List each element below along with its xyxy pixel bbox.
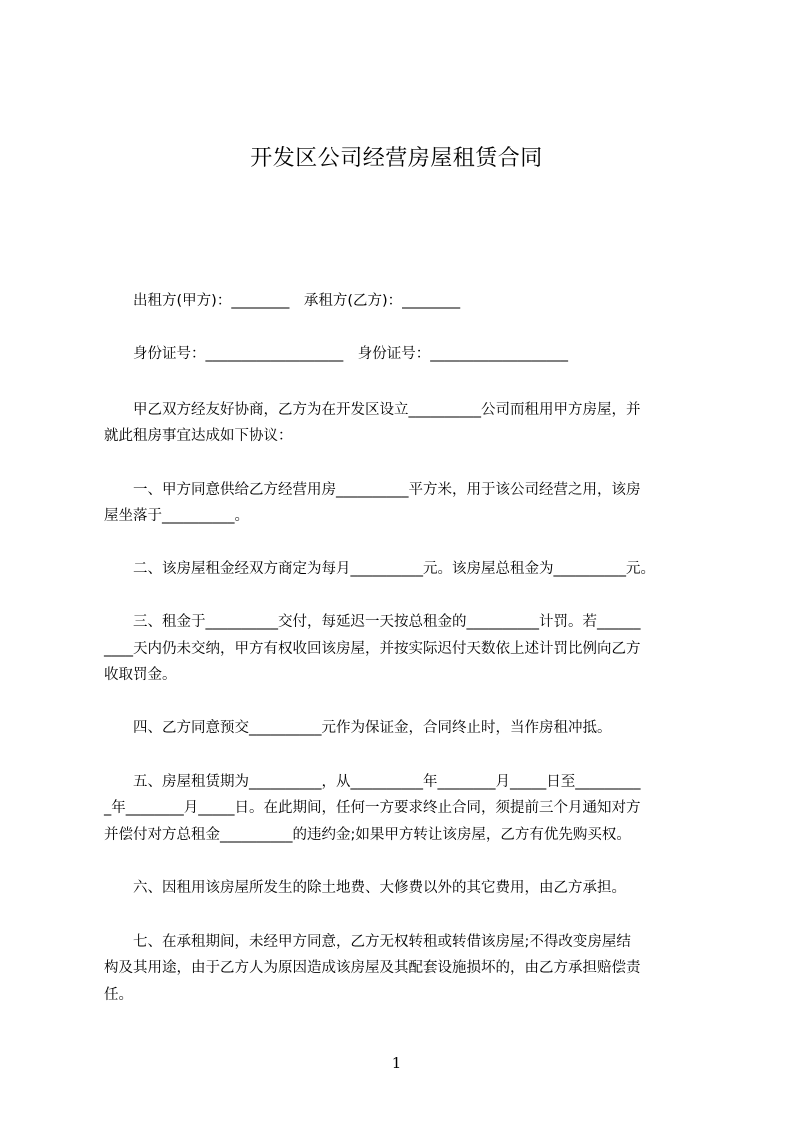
clause-4-line-1: 四、乙方同意预交__________元作为保证金，合同终止时，当作房租冲抵。 — [104, 720, 612, 736]
clause-1-line-1: 一、甲方同意供给乙方经营用房__________平方米，用于该公司经营之用，该房 — [104, 482, 641, 498]
id-numbers-line: 身份证号：___________________ 身份证号：___________________ — [104, 346, 568, 362]
clause-3-line-1: 三、租金于__________交付，每延迟一天按总租金的__________计罚。若______ — [104, 614, 641, 630]
clause-6-line-1: 六、因租用该房屋所发生的除土地费、大修费以外的其它费用，由乙方承担。 — [104, 880, 626, 896]
preamble-line-1: 甲乙双方经友好协商，乙方为在开发区设立__________公司而租用甲方房屋，并 — [104, 402, 641, 418]
clause-3-line-3: 收取罚金。 — [104, 667, 177, 683]
clause-1-line-2: 屋坐落于__________。 — [104, 508, 249, 524]
preamble-line-2: 就此租房事宜达成如下协议： — [104, 428, 293, 444]
clause-2-line-1: 二、该房屋租金经双方商定为每月__________元。该房屋总租金为__________元。 — [104, 561, 655, 577]
clause-7-line-1: 七、在承租期间，未经甲方同意，乙方无权转租或转借该房屋;不得改变房屋结 — [104, 934, 631, 950]
party-names-line: 出租方(甲方)：________ 承租方(乙方)：________ — [104, 293, 461, 309]
clause-5-line-3: 并偿付对方总租金__________的违约金;如果甲方转让该房屋，乙方有优先购买权。 — [104, 827, 631, 843]
clause-7-line-2: 构及其用途，由于乙方人为原因造成该房屋及其配套设施损坏的，由乙方承担赔偿责 — [104, 960, 641, 976]
page-number: 1 — [391, 1054, 402, 1072]
clause-5-line-2: _年________月_____日。在此期间，任何一方要求终止合同，须提前三个月通知对方 — [104, 800, 641, 816]
clause-3-line-2: ____天内仍未交纳，甲方有权收回该房屋，并按实际迟付天数依上述计罚比例向乙方 — [104, 641, 641, 657]
document-title: 开发区公司经营房屋租赁合同 — [250, 146, 543, 171]
clause-5-line-1: 五、房屋租赁期为__________，从__________年________月_____日至_________ — [104, 774, 641, 790]
clause-7-line-3: 任。 — [104, 987, 133, 1003]
